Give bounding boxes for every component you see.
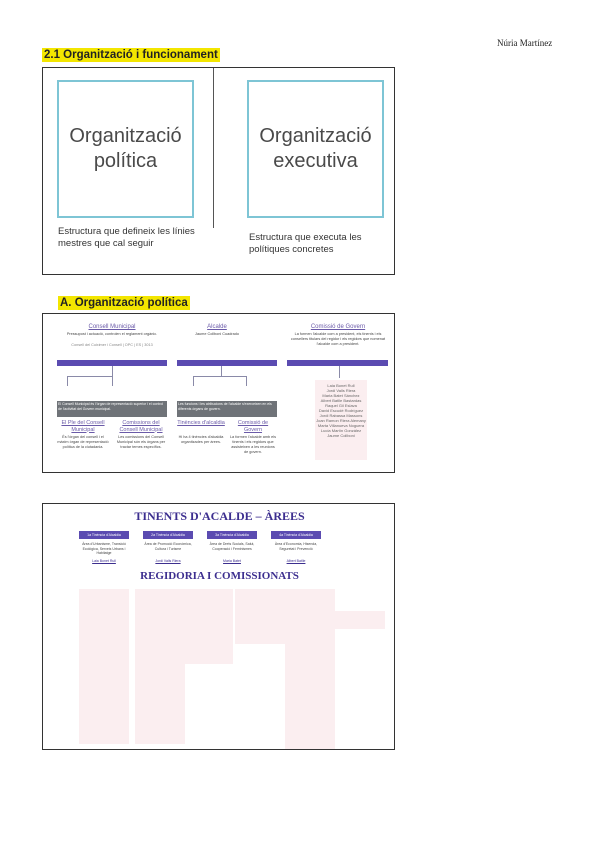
comissio-govern-sub-text: La formen l'alcalde amb els tinents i els regidors que assisteixen a les reunions de govern. [229,435,277,454]
member-item: Jordi Valls Riera [326,388,356,393]
alcalde-bar [177,360,277,366]
political-organization-card [57,80,194,218]
political-card-label: Organització política [69,125,182,172]
executive-organization-card [247,80,384,218]
tinencia-person-1[interactable]: Laia Bonet Rull [92,559,116,563]
tinencia-area-3: Àrea de Drets Socials, Salut, Cooperació i Feminismes [209,542,255,551]
member-item: Jordi Rabassa Massons [319,413,363,418]
member-item: Joan Ramon Riera Alemany [316,418,366,423]
comissions-consell-title[interactable]: Comissions del Consell Municipal [119,420,163,433]
subsection-a-title: A. Organització política [60,297,188,309]
tinents-regidoria-box [42,503,395,750]
alcalde-text: Jaume Collboni Cuadrado [195,332,239,336]
comissio-bar [287,360,388,366]
tinencies-text: Hi ha 4 tinències d'alcaldia organitzades per àrees. [178,435,224,444]
connector-mid [193,376,247,386]
comissio-govern-text: La formen l'alcalde com a president, els tinents i els consellers titulars del regidor i els regidors que nomenat l'alcalde com a president. [290,332,386,346]
member-item: Laia Bonet Rull [327,383,355,388]
member-item: Maria Batet Sánchez [322,393,360,398]
tinencia-badge-3[interactable]: 3a Tinència d'Alcaldia [207,531,257,539]
regidoria-column-2 [135,589,185,744]
regidoria-column-1 [79,589,129,744]
tinents-title: TINENTS D'ACALDE – ÀREES [134,509,305,523]
member-item: Jaume Collboni [327,433,355,438]
connector-left-stem [112,366,113,376]
section-title: 2.1 Organització i funcionament [44,49,218,61]
author-name: Núria Martínez [497,38,553,48]
connector-left [67,376,113,386]
executive-card-label: Organització executiva [259,125,372,172]
regidoria-column-6 [335,611,385,629]
regidoria-title: REGIDORIA I COMISSIONATS [140,570,299,582]
member-item: Lucía Martín González [320,428,362,433]
ple-consell-title[interactable]: El Ple del Consell Municipal [61,420,105,433]
tinencia-area-1: Àrea d'Urbanisme, Transició Ecològica, Serveis Urbans i Habitatge [82,542,126,555]
connector-right-stem [339,366,340,378]
member-item: Marta Villanueva Noguera [317,423,365,428]
tinencia-badge-2[interactable]: 2a Tinència d'Alcaldia [143,531,193,539]
consell-municipal-text: Pressupost i actuació, controlen el reglament orgànic. [66,332,158,336]
organization-overview-box [42,67,395,275]
tinencia-area-2: Àrea de Promoció Econòmica, Cultura i Turisme [144,542,192,551]
political-diagram-box [42,313,395,473]
political-caption: Estructura que defineix les línies mestres que cal seguir [58,226,195,249]
govern-members-list [315,380,367,460]
comissions-consell-text: Les comissions del Consell Municipal són els òrgans per tractar temes específics. [116,435,166,449]
tinencia-person-2[interactable]: Jordi Valls Riera [155,559,181,563]
regidoria-column-5 [285,589,335,749]
regidoria-column-4 [235,589,285,644]
tinencia-badge-1[interactable]: 1a Tinència d'Alcaldia [79,531,129,539]
regidoria-column-3 [183,589,233,664]
tinencia-badge-4[interactable]: 4a Tinència d'Alcaldia [271,531,321,539]
ple-consell-text: És l'òrgan del consell i el màxim òrgan de representació política de la ciutadania. [57,435,109,449]
comissio-govern-heading[interactable]: Comissió de Govern [310,324,366,330]
divider-line [213,68,214,228]
member-item: Albert Batlle Bastardas [320,398,362,403]
alcalde-heading[interactable]: Alcalde [207,324,227,330]
comissio-govern-sub-title[interactable]: Comissió de Govern [237,420,269,433]
tinencies-title[interactable]: Tinències d'alcaldia [177,420,225,426]
tinencia-person-3[interactable]: Maria Batet [223,559,241,563]
tinencia-person-4[interactable]: Albert Batlle [286,559,306,563]
executive-caption: Estructura que executa les polítiques concretes [249,232,362,255]
alcalde-grey-note: Les funcions i les atribucions de l'alcalde s'exerceixen en els diferents òrgans de govern. [177,401,277,417]
consell-grey-note: El Consell Municipal és l'òrgan de representació superior i el control de l'activitat del Govern municipal. [57,401,167,417]
member-item: David Escudé Rodríguez [318,408,364,413]
consell-municipal-heading[interactable]: Consell Municipal [88,324,136,330]
consell-municipal-subtext: Consell del Cuiximer i Consell | OPC | ES | 3013 [71,343,153,347]
connector-mid-stem [221,366,222,376]
member-item: Raquel Gil Eslava [325,403,357,408]
tinencia-area-4: Àrea d'Economia, Hisenda, Seguretat i Prevenció [274,542,318,551]
